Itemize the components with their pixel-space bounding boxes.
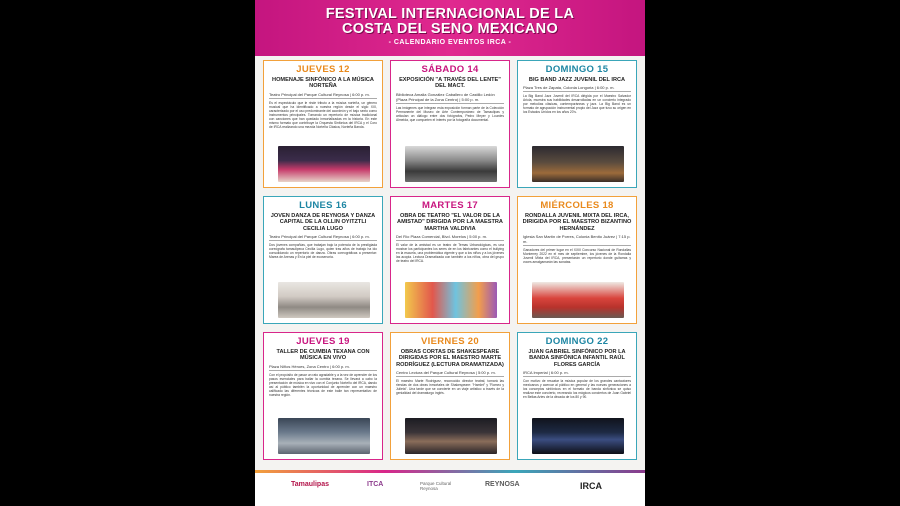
event-day: MARTES 17 (421, 200, 479, 211)
poster-header (255, 0, 645, 56)
event-title: HOMENAJE SINFÓNICO A LA MÚSICA NORTEÑA (272, 77, 374, 90)
event-card (263, 196, 383, 324)
event-card (517, 332, 637, 460)
event-photo (278, 282, 370, 318)
event-card (390, 60, 510, 188)
event-title: RONDALLA JUVENIL MIXTA DEL IRCA, DIRIGIDA POR EL MAESTRO BIZANTINO HERNÁNDEZ (522, 213, 632, 232)
event-title: BIG BAND JAZZ JUVENIL DEL IRCA (528, 77, 626, 83)
tamaulipas-logo: Tamaulipas (291, 481, 329, 488)
event-location: Iglesia San Martín de Porres, Colonia Benito Juárez | 7:15 p. m. (523, 233, 631, 244)
event-location: Teatro Principal del Parque Cultural Reynosa | 6:00 p. m. (269, 92, 377, 99)
event-grid (263, 60, 637, 468)
event-day: JUEVES 12 (296, 64, 350, 75)
poster-title-line2: COSTA DEL SENO MEXICANO (341, 21, 559, 37)
event-title: JUAN GABRIEL SINFÓNICO POR LA BANDA SINFÓNICA INFANTIL RAÚL FLORES GARCÍA (528, 349, 626, 368)
itca-logo: ITCA (367, 481, 384, 488)
poster-title (255, 7, 645, 37)
event-photo (532, 146, 624, 182)
event-description: El valor de la amistad es un teatro de Temas Urbanológicas, es una mostrar los participantes los seres de en los fabricantes como el bullying en la escuela, una problemática vigente y que a los niños y a los jóvenes las acopia. Lectura Dramatizada con también a los niños, obra del grupo de teatro del IRCA. (396, 242, 504, 263)
event-description: El maestro Marte Rodríguez, reconocido director teatral, tomará las riendas de dos obras inmortales de Shakespeare: "Hamlet" y "Romeo y Julieta". Una tarde que se convierte en un viaje artístico a través de la genialidad del dramaturgo inglés. (396, 378, 504, 395)
event-photo (405, 282, 497, 318)
event-location: Plaza Niños Héroes, Zona Centro | 6:00 p. m. (269, 364, 377, 371)
event-description: Las imágenes que integran esta exposición forman parte de la Colección Permanente del Museo de Arte Contemporáneo de Tamaulipas y articulan un diálogo entre dos fotógrafos, Pedro Meyer y Lourdes Almeida, que comparten el interés por la fotografía documental. (396, 105, 504, 122)
event-title: JOVEN DANZA DE REYNOSA Y DANZA CAPITAL DE LA OLLIN OYITZTLI CECILIA LUGO (270, 213, 376, 232)
event-poster (255, 0, 645, 506)
parque-cultural-logo: Parque Cultural Reynosa (420, 481, 452, 491)
event-photo (278, 146, 370, 182)
event-description: Con el propósito de pasar un rato agradable y a la vez de aprender de los pasos esenciales para bailar la cumbia texana. Se llevará a cabo la presentación de música en vivo con el Conjunto Norteño del IRCA, dando así al público también la oportunidad de aprender con un maestro calificado las diferentes técnicas de este baile tan representativo de nuestra región. (269, 372, 377, 397)
event-card (517, 196, 637, 324)
poster-subtitle: - CALENDARIO EVENTOS IRCA - (388, 39, 512, 46)
event-card (263, 332, 383, 460)
event-description: Ganadores del primer lugar en el XXIII Concurso Nacional de Rondallas Monterrey 2022 en el mes de septiembre, los jóvenes de la Rondalla Juvenil Mixta del IRCA, presentarán un repertorio donde guitarras y voces amalgamarán las sonatas. (523, 247, 631, 264)
event-location: Centro Lectura del Parque Cultural Reynosa | 5:00 p. m. (396, 370, 504, 377)
event-day: DOMINGO 15 (545, 64, 609, 75)
footer-color-bar (255, 470, 645, 473)
event-day: JUEVES 19 (296, 336, 350, 347)
event-description: Es el espectáculo que le rinde tributo a la música norteña, un género musical que ha identificado a nuestra región desde el siglo XIX, caracterizado por el uso predominante del acordeón y el bajo sexto como instrumentos principales. Tomando un repertorio de música tradicional con canciones que han quedado inmortalizadas en la historia. En este mismo formato que contribuye la Orquesta Sinfónica del IRCA y el Coro de IRCA realizando una mezcla Norteña Clásica, Norteña Banda. (269, 100, 377, 129)
event-location: IRCA Imperial | 6:00 p. m. (523, 370, 631, 377)
event-day: SÁBADO 14 (421, 64, 479, 75)
event-description: Con motivo de rescatar la música popular de los grandes cantautores mexicanos y acercar al público en general y las nuevas generaciones a los conceptos sinfónicos en el formato de banda sinfónica se quiso realizar este concierto, recreando los mágicos conciertos de Juan Gabriel en Bellas Artes de la década de los 80 y 90. (523, 378, 631, 399)
event-title: TALLER DE CUMBIA TEXANA CON MÚSICA EN VIVO (276, 349, 370, 362)
event-title: OBRAS CORTAS DE SHAKESPEARE DIRIGIDAS POR EL MAESTRO MARTE RODRÍGUEZ (LECTURA DRAMATIZADA) (396, 349, 504, 368)
event-card (517, 60, 637, 188)
event-card (263, 60, 383, 188)
event-day: VIERNES 20 (421, 336, 479, 347)
event-photo (278, 418, 370, 454)
event-card (390, 332, 510, 460)
event-description: Dos jóvenes compañías, que trabajan bajo la potencia de la prestigiada coreógrafa tamaulipeca Cecilia Lugo, quien tras años de trabajo ha ido consolidando un repertorio de danza. Obras coreográficas a presentar: Marea de Arenas y En la piel de ecosenoria. (269, 242, 377, 259)
event-photo (405, 418, 497, 454)
event-title: OBRA DE TEATRO "EL VALOR DE LA AMISTAD" DIRIGIDA POR LA MAESTRA MARTHA VALDIVIA (397, 213, 503, 232)
event-location: Biblioteca Amalia González Caballero de Castillo Ledón (Plaza Principal de la Zona Centro) | 5:00 p. m. (396, 92, 504, 104)
event-location: Teatro Principal del Parque Cultural Reynosa | 6:00 p. m. (269, 234, 377, 241)
event-day: DOMINGO 22 (545, 336, 609, 347)
reynosa-logo: REYNOSA (485, 481, 520, 488)
event-photo (532, 418, 624, 454)
event-location: Del Río Plaza Comercial, Blvd. Morelos | 5:00 p. m. (396, 234, 504, 241)
event-description: La Big Band Jazz Juvenil del IRCA dirigida por el Maestro Salvador Ariola, muestra sus habilidades desarrolladas en un concierto integrado por melodías clásicas, contemporáneas y jazz. La Big Band es un formato de agrupación instrumental propio del Jazz que tuvo su origen en los Estados Unidos en los años 20's. (523, 94, 631, 115)
event-title: EXPOSICIÓN "A TRAVÉS DEL LENTE" DEL MACT. (399, 77, 501, 90)
irca-logo: IRCA (580, 481, 602, 491)
event-day: LUNES 16 (299, 200, 347, 211)
poster-title-line1: FESTIVAL INTERNACIONAL DE LA (325, 6, 575, 22)
event-photo (532, 282, 624, 318)
event-location: Plaza Tres de Zapata, Colonia Longoria | 6:00 p. m. (523, 85, 631, 92)
event-card (390, 196, 510, 324)
event-photo (405, 146, 497, 182)
sponsor-footer (255, 470, 645, 506)
event-day: MIÉRCOLES 18 (540, 200, 614, 211)
